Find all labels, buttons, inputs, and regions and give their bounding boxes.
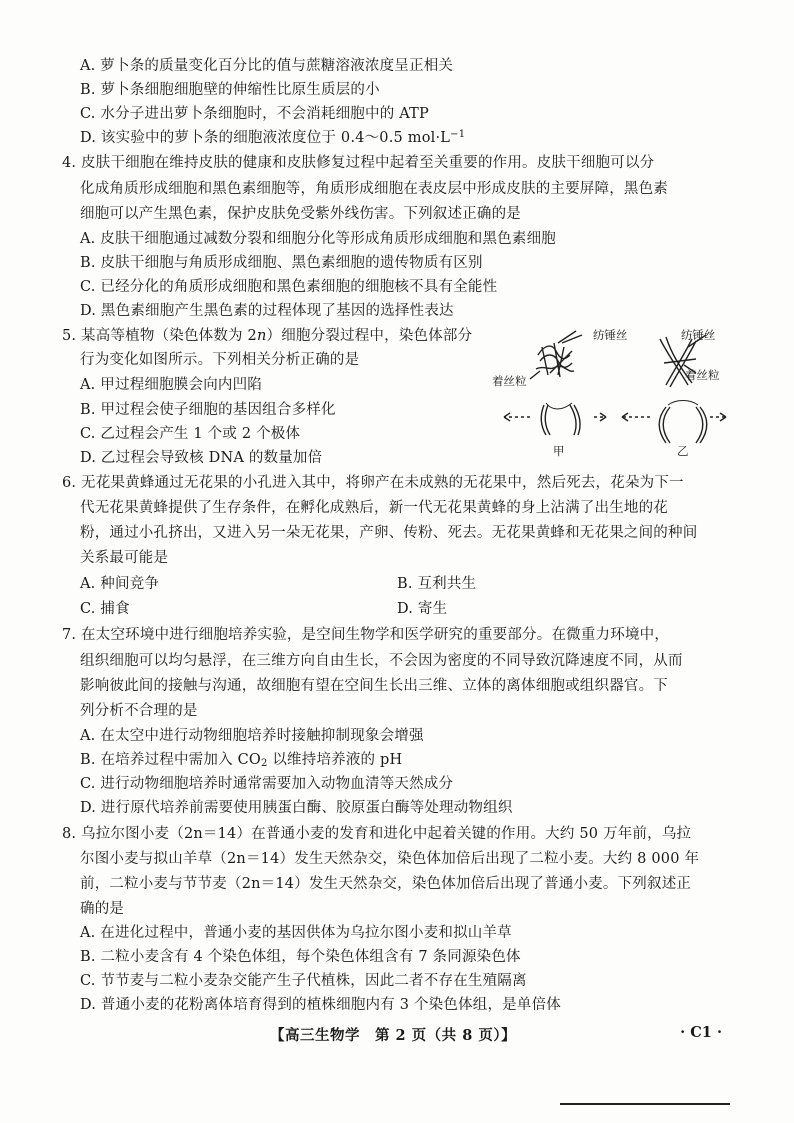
label-spindle-left: 纺锤丝 — [593, 328, 628, 342]
q5-option-a: A. 甲过程细胞膜会向内凹陷 — [80, 377, 262, 393]
q7-option-c: C. 进行动物细胞培养时通常需要加入动物血清等天然成分 — [80, 776, 454, 792]
q8-option-a: A. 在进化过程中，普通小麦的基因供体为乌拉尔图小麦和拟山羊草 — [80, 925, 512, 941]
label-process-yi: 乙 — [677, 444, 689, 458]
q5-stem-line: 5. 某高等植物（染色体数为 2n）细胞分裂过程中，染色体部分 — [62, 328, 473, 344]
q4-option-c: C. 已经分化的角质形成细胞和黑色素细胞的细胞核不具有全能性 — [80, 279, 498, 295]
q6-option-a: A. 种间竞争 — [80, 576, 160, 592]
q4-stem-line: 细胞可以产生黑色素，保护皮肤免受紫外线伤害。下列叙述正确的是 — [80, 206, 521, 222]
chromosome-diagram — [500, 325, 730, 460]
q8-stem-line: 确的是 — [80, 901, 125, 917]
yi-separating-chromosomes — [659, 401, 707, 444]
q6-stem-line: 粉，通过小孔挤出，又进入另一朵无花果，产卵、传粉、死去。无花果黄蜂和无花果之间的种间 — [80, 525, 698, 541]
label-centromere-left: 着丝粒 — [492, 374, 527, 388]
q7-stem-line: 组织细胞可以均匀悬浮，在三维方向自由生长，不会因为密度的不同导致沉降速度不同，从而 — [80, 653, 683, 669]
q8-stem-line: 8. 乌拉尔图小麦（2n＝14）在普通小麦的发育和进化中起着关键的作用。大约 50 万年前，乌拉 — [62, 826, 692, 842]
jia-chromosome-cluster — [536, 343, 574, 377]
q6-option-b: B. 互利共生 — [397, 576, 477, 592]
q4-option-a: A. 皮肤干细胞通过减数分裂和细胞分化等形成角质形成细胞和黑色素细胞 — [80, 231, 556, 247]
q6-option-c: C. 捕食 — [80, 601, 130, 617]
label-centromere-right: 着丝粒 — [685, 368, 720, 382]
q7-option-d: D. 进行原代培养前需要使用胰蛋白酶、胶原蛋白酶等处理动物组织 — [80, 800, 513, 816]
q6-stem-line: 6. 无花果黄蜂通过无花果的小孔进入其中，将卵产在未成熟的无花果中，然后死去，花朵为下一 — [62, 475, 684, 491]
q8-option-c: C. 节节麦与二粒小麦杂交能产生子代植株，因此二者不存在生殖隔离 — [80, 973, 527, 989]
q3-option-a: A. 萝卜条的质量变化百分比的值与蔗糖溶液浓度呈正相关 — [80, 58, 454, 74]
q7-option-b: B. 在培养过程中需加入 $CO_2$ 以维持培养液的 pH — [80, 752, 403, 769]
footer-page-info: 【高三生物学 第 2 页（共 8 页）】 — [270, 1027, 517, 1044]
q7-stem-line: 影响彼此间的接触与沟通，故细胞有望在空间生长出三维、立体的离体细胞或组织器官。下 — [80, 678, 668, 694]
q6-option-d: D. 寄生 — [397, 601, 448, 617]
q4-stem-line: 4. 皮肤干细胞在维持皮肤的健康和皮肤修复过程中起着至关重要的作用。皮肤干细胞可以分 — [62, 155, 655, 171]
q7-option-a: A. 在太空中进行动物细胞培养时接触抑制现象会增强 — [80, 728, 424, 744]
q8-option-d: D. 普通小麦的花粉离体培育得到的植株细胞内有 3 个染色体组，是单倍体 — [80, 997, 561, 1013]
jia-separating-chromosomes — [541, 403, 580, 435]
q3-option-d: D. 该实验中的萝卜条的细胞液浓度位于 0.4～0.5 $mol\cdot L^{-1}$ — [80, 129, 466, 146]
q5-option-b: B. 甲过程会使子细胞的基因组合多样化 — [80, 402, 336, 418]
q3-option-c: C. 水分子进出萝卜条细胞时，不会消耗细胞中的 ATP — [80, 106, 429, 122]
q5-option-d: D. 乙过程会导致核 DNA 的数量加倍 — [80, 450, 323, 466]
label-process-jia: 甲 — [553, 444, 565, 458]
q4-option-b: B. 皮肤干细胞与角质形成细胞、黑色素细胞的遗传物质有区别 — [80, 255, 483, 271]
q4-stem-line: 化成角质形成细胞和黑色素细胞等，角质形成细胞在表皮层中形成皮肤的主要屏障，黑色素 — [80, 181, 668, 197]
q5-stem-line: 行为变化如图所示。下列相关分析正确的是 — [80, 352, 360, 368]
q8-stem-line: 前，二粒小麦与节节麦（2n＝14）发生天然杂交，染色体加倍后出现了普通小麦。下列叙述正 — [80, 876, 692, 892]
q7-stem-line: 列分析不合理的是 — [80, 703, 198, 719]
q7-stem-line: 7. 在太空环境中进行细胞培养实验，是空间生物学和医学研究的重要部分。在微重力环境中， — [62, 627, 670, 643]
page-footer — [0, 1024, 794, 1046]
q4-option-d: D. 黑色素细胞产生黑色素的过程体现了基因的选择性表达 — [80, 303, 454, 319]
q3-option-b: B. 萝卜条细胞细胞壁的伸缩性比原生质层的小 — [80, 82, 380, 98]
chromosome-behavior-figure — [492, 325, 730, 460]
bottom-divider — [560, 1103, 730, 1105]
q8-option-b: B. 二粒小麦含有 4 个染色体组，每个染色体组含有 7 条同源染色体 — [80, 949, 521, 965]
q5-option-c: C. 乙过程会产生 1 个或 2 个极体 — [80, 426, 301, 442]
footer-code: · C1 · — [680, 1024, 722, 1041]
q6-stem-line: 关系最可能是 — [80, 550, 169, 566]
q6-stem-line: 代无花果黄蜂提供了生存条件，在孵化成熟后，新一代无花果黄蜂的身上沾满了出生地的花 — [80, 500, 668, 516]
q8-stem-line: 尔图小麦与拟山羊草（2n＝14）发生天然杂交，染色体加倍后出现了二粒小麦。大约 8 000 年 — [80, 851, 700, 867]
label-spindle-right: 纺锤丝 — [681, 328, 716, 342]
